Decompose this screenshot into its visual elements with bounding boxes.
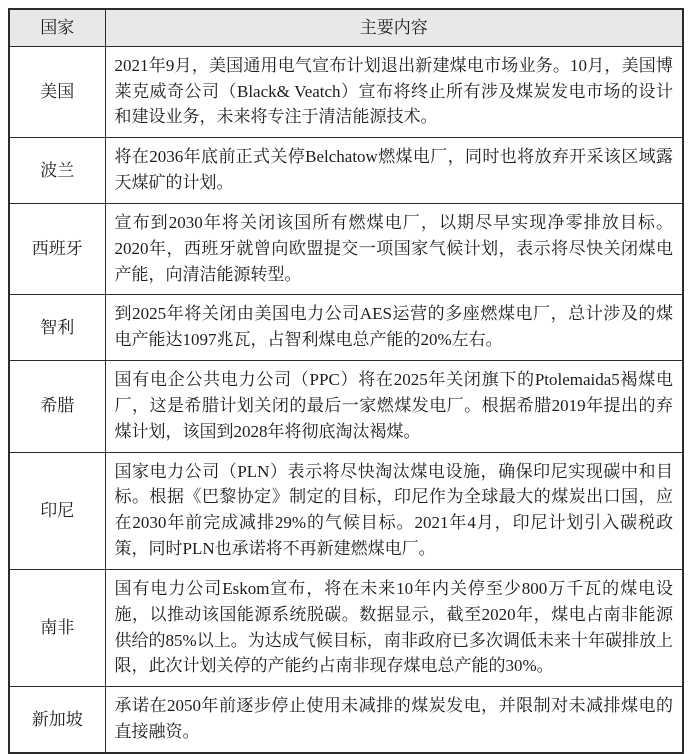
table-row [9, 138, 683, 204]
country-cell: 西班牙 [9, 203, 105, 294]
country-cell: 印尼 [9, 452, 105, 569]
country-cell: 波兰 [9, 138, 105, 204]
country-cell: 智利 [9, 295, 105, 361]
content-cell: 国家电力公司（PLN）表示将尽快淘汰煤电设施，确保印尼实现碳中和目标。根据《巴黎协定》制定的目标，印尼作为全球最大的煤炭出口国，应在2030年前完成减排29%的气候目标。2021年4月，印尼计划引入碳税政策，同时PLN也承诺将不再新建燃煤电厂。 [105, 452, 683, 569]
content-cell: 2021年9月，美国通用电气宣布计划退出新建煤电市场业务。10月，美国博莱克威奇公司（Black& Veatch）宣布将终止所有涉及煤炭发电市场的设计和建设业务，未来将专注于清洁能源技术。 [105, 46, 683, 137]
table-row [9, 361, 683, 452]
content-cell: 宣布到2030年将关闭该国所有燃煤电厂，以期尽早实现净零排放目标。2020年，西班牙就曾向欧盟提交一项国家气候计划，表示将尽快关闭煤电产能，向清洁能源转型。 [105, 203, 683, 294]
content-cell: 到2025年将关闭由美国电力公司AES运营的多座燃煤电厂，总计涉及的煤电产能达1097兆瓦，占智利煤电总产能的20%左右。 [105, 295, 683, 361]
table-row [9, 203, 683, 294]
table-row [9, 687, 683, 753]
table-row [9, 46, 683, 137]
table-header-row [9, 9, 683, 46]
content-column-header: 主要内容 [105, 9, 683, 46]
country-cell: 新加坡 [9, 687, 105, 753]
content-cell: 国有电力公司Eskom宣布，将在未来10年内关停至少800万千瓦的煤电设施，以推动该国能源系统脱碳。数据显示，截至2020年，煤电占南非能源供给的85%以上。为达成气候目标，南非政府已多次调低未来十年碳排放上限，此次计划关停的产能约占南非现存煤电总产能的30%。 [105, 569, 683, 686]
table-body [9, 46, 683, 753]
country-cell: 美国 [9, 46, 105, 137]
table-row [9, 569, 683, 686]
country-column-header: 国家 [9, 9, 105, 46]
coal-phaseout-table [8, 8, 684, 754]
country-cell: 希腊 [9, 361, 105, 452]
content-cell: 将在2036年底前正式关停Belchatow燃煤电厂，同时也将放弃开采该区域露天煤矿的计划。 [105, 138, 683, 204]
content-cell: 承诺在2050年前逐步停止使用未减排的煤炭发电，并限制对未减排煤电的直接融资。 [105, 687, 683, 753]
country-cell: 南非 [9, 569, 105, 686]
content-cell: 国有电企公共电力公司（PPC）将在2025年关闭旗下的Ptolemaida5褐煤电厂，这是希腊计划关闭的最后一家燃煤发电厂。根据希腊2019年提出的弃煤计划，该国到2028年将彻底淘汰褐煤。 [105, 361, 683, 452]
table-row [9, 295, 683, 361]
table-row [9, 452, 683, 569]
